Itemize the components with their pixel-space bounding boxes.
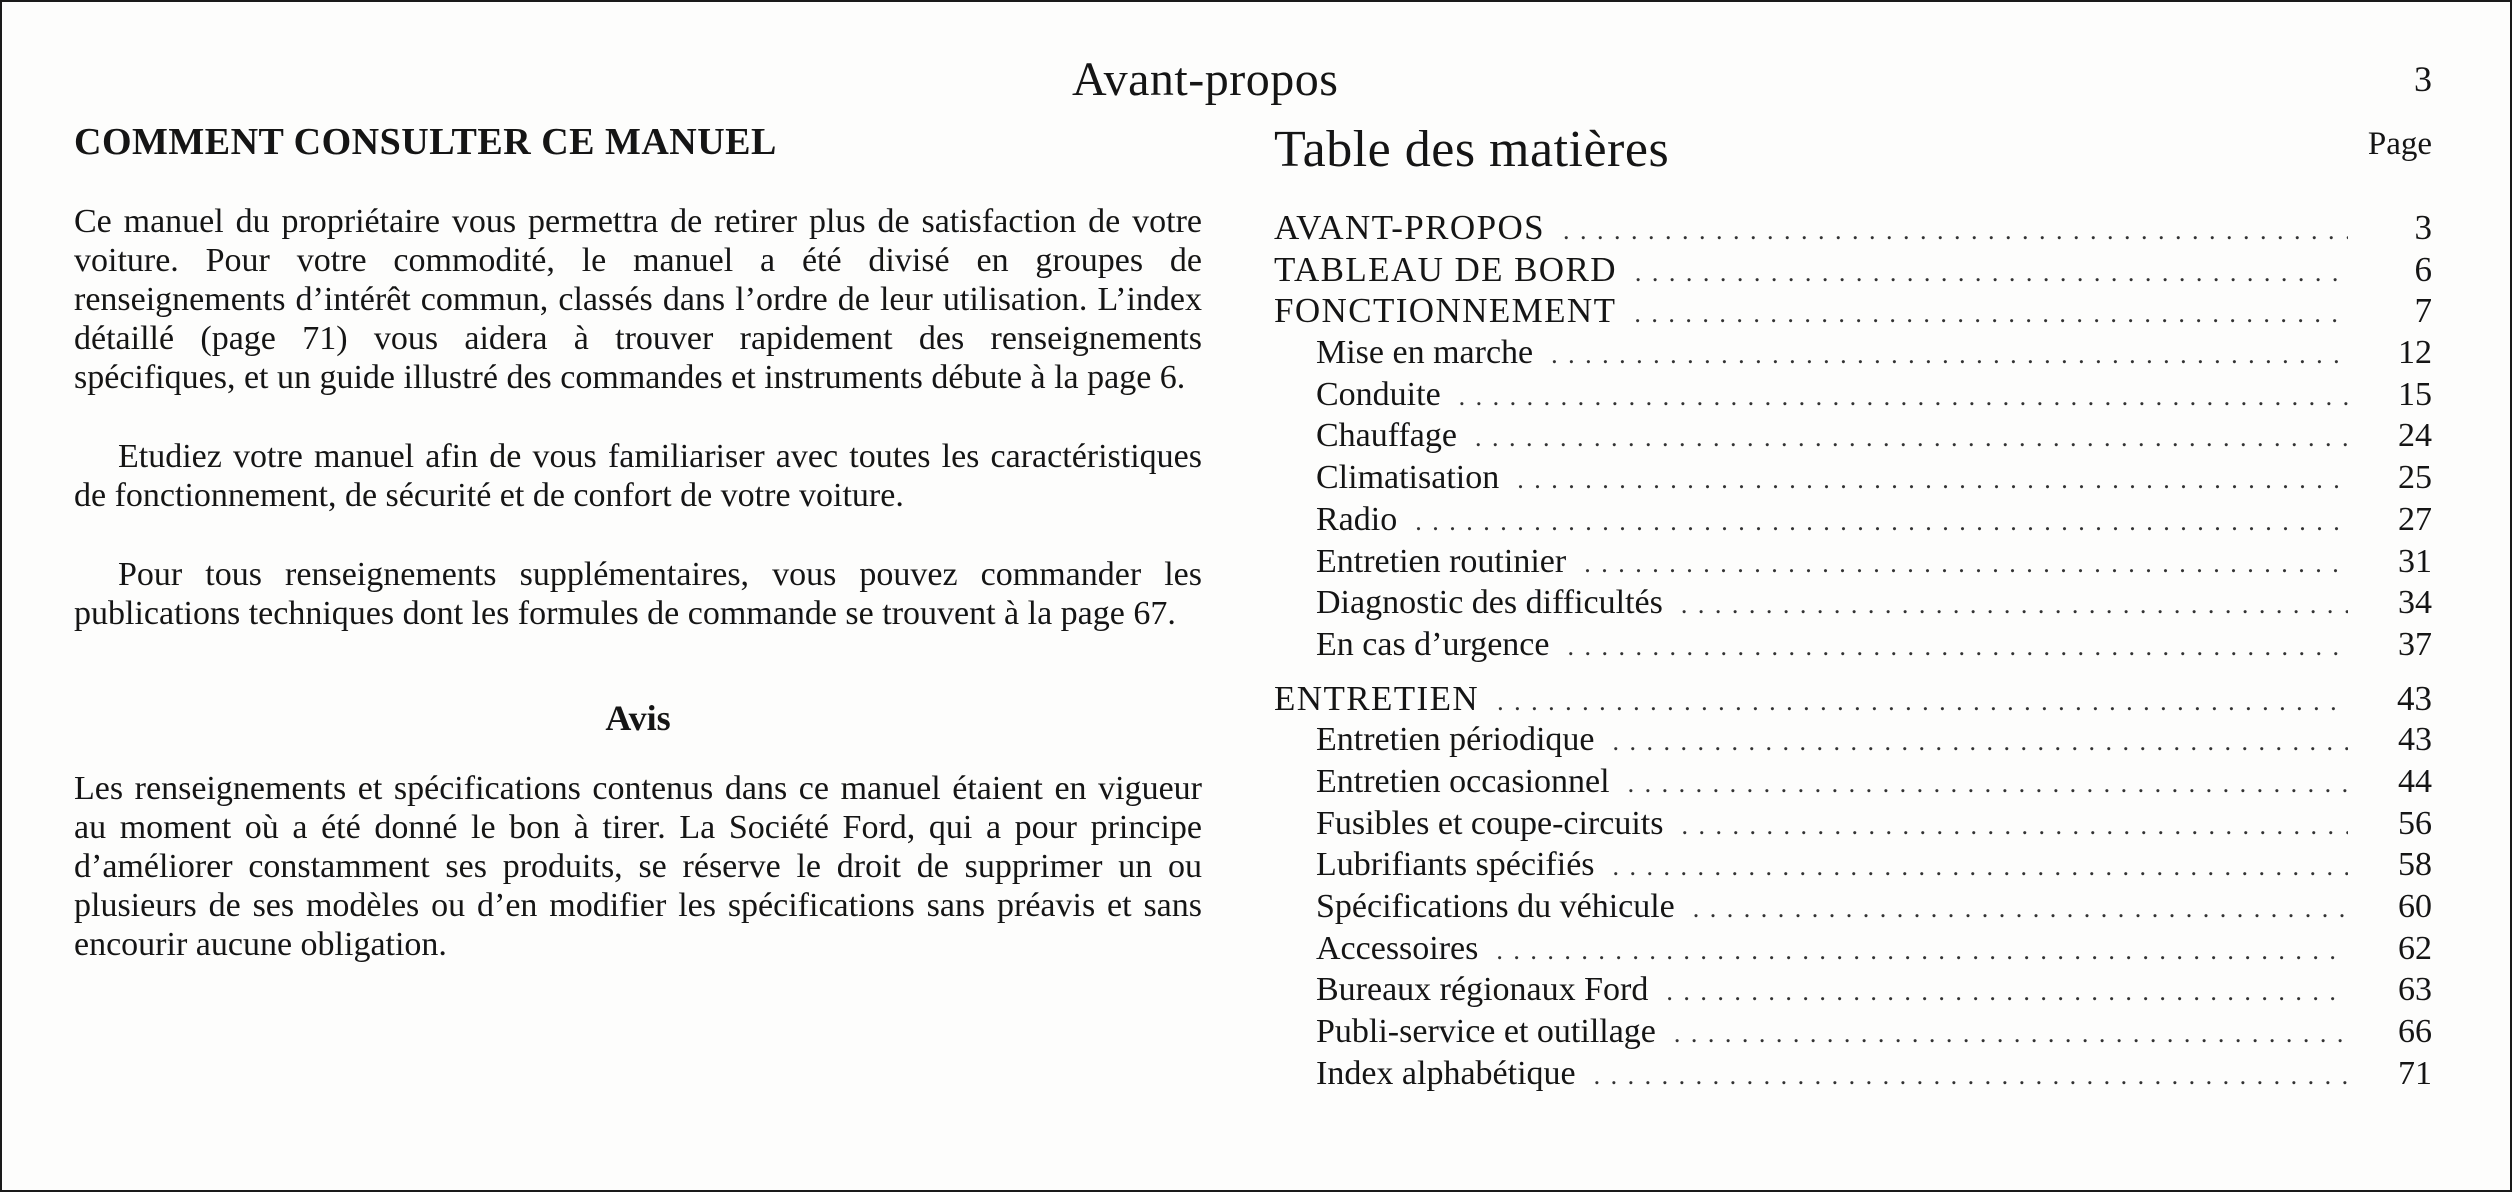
toc-leader-dots	[1415, 501, 2348, 543]
toc-entry-page: 31	[2398, 542, 2432, 580]
toc-leader-dots	[1674, 1013, 2348, 1055]
toc-leader-dots	[1666, 971, 2348, 1013]
toc-entry-label: Diagnostic des difficultés	[1316, 584, 1663, 622]
toc-leader-dots	[1563, 210, 2348, 252]
toc-leader-dots	[1628, 763, 2348, 805]
intro-paragraph: Ce manuel du propriétaire vous permettra de retirer plus de satisfaction de votre voiture. Pour votre commodité, le manuel a été divisé en groupes de renseignements d’intérêt commun, classés dans l’ordre de leur utilisation. L’index détaillé (page 71) vous aidera à trouver rapidement des renseignements spécifiques, et un guide illustré des commandes et instruments débute à la page 6.	[74, 203, 1202, 396]
toc-entry-label: Spécifications du véhicule	[1316, 888, 1675, 925]
toc-entry-page: 60	[2398, 888, 2432, 925]
toc-entry-urgence	[1274, 624, 2432, 666]
toc-entry-fusibles	[1274, 803, 2432, 845]
toc-entry-page: 44	[2398, 762, 2432, 800]
toc-entry-page: 7	[2414, 291, 2432, 331]
toc-entry-page: 58	[2398, 846, 2432, 884]
toc-entry-publi-service	[1274, 1011, 2432, 1053]
toc-entry-label: Entretien occasionnel	[1316, 762, 1610, 800]
toc-entry-label: Entretien routinier	[1316, 542, 1567, 580]
toc-entry-entretien	[1274, 678, 2432, 720]
toc-entry-page: 43	[2397, 678, 2432, 718]
toc-entry-mise-en-marche	[1274, 332, 2432, 374]
toc-entry-label: Index alphabétique	[1316, 1054, 1576, 1092]
toc-entry-page: 37	[2398, 625, 2432, 663]
toc-entry-lubrifiants	[1274, 844, 2432, 886]
toc-entry-chauffage	[1274, 415, 2432, 457]
toc-entry-page: 3	[2414, 208, 2432, 247]
toc-entry-label: Climatisation	[1316, 459, 1500, 497]
toc-leader-dots	[1517, 459, 2348, 501]
toc-entry-entretien-routinier	[1274, 541, 2432, 583]
toc-entry-label: Entretien périodique	[1316, 721, 1595, 759]
toc-entry-bureaux-regionaux	[1274, 969, 2432, 1011]
toc-entry-page: 63	[2398, 971, 2432, 1009]
toc-entry-tableau-de-bord	[1274, 249, 2432, 291]
toc-leader-dots	[1567, 626, 2348, 668]
avis-heading: Avis	[605, 698, 671, 738]
toc-entry-label: Radio	[1316, 500, 1398, 538]
page-title: Avant-propos	[1072, 53, 1339, 106]
toc-title: Table des matières	[1274, 121, 1670, 178]
toc-leader-dots	[1551, 334, 2348, 376]
toc-leader-dots	[1594, 1055, 2348, 1097]
toc-entry-entretien-occasionnel	[1274, 761, 2432, 803]
toc-leader-dots	[1496, 930, 2348, 972]
toc-entry-page: 6	[2414, 249, 2432, 289]
toc-entry-entretien-periodique	[1274, 719, 2432, 761]
toc-entry-page: 56	[2398, 804, 2432, 842]
toc-entry-radio	[1274, 499, 2432, 541]
toc-entry-page: 15	[2398, 375, 2432, 413]
toc-entry-index-alphabetique	[1274, 1053, 2432, 1095]
toc-entry-page: 71	[2398, 1054, 2432, 1092]
toc-entry-label: ENTRETIEN	[1274, 678, 1480, 718]
toc-leader-dots	[1635, 252, 2348, 294]
toc-leader-dots	[1584, 543, 2348, 585]
section-heading: COMMENT CONSULTER CE MANUEL	[74, 121, 777, 163]
toc-leader-dots	[1497, 681, 2348, 723]
toc-leader-dots	[1475, 417, 2348, 459]
toc-entry-label: En cas d’urgence	[1316, 625, 1550, 663]
toc-entry-page: 43	[2398, 721, 2432, 759]
toc-entry-label: Bureaux régionaux Ford	[1316, 971, 1649, 1009]
toc-leader-dots	[1681, 584, 2348, 626]
page-number: 3	[2414, 59, 2432, 99]
toc-entry-label: Publi-service et outillage	[1316, 1013, 1656, 1051]
toc-entry-label: TABLEAU DE BORD	[1274, 249, 1617, 289]
toc-leader-dots	[1634, 293, 2348, 335]
toc-leader-dots	[1613, 721, 2348, 763]
toc-page-heading: Page	[2367, 126, 2432, 162]
toc-entry-avant-propos	[1274, 207, 2432, 249]
toc-entry-page: 34	[2398, 584, 2432, 622]
study-paragraph: Etudiez votre manuel afin de vous familiariser avec toutes les caractéristiques de fonctionnement, de sécurité et de confort de votre voiture.	[74, 438, 1202, 514]
toc-leader-dots	[1693, 888, 2348, 930]
toc-entry-label: Accessoires	[1316, 929, 1479, 967]
toc-entry-fonctionnement	[1274, 290, 2432, 332]
toc-entry-page: 27	[2398, 500, 2432, 538]
toc-entry-diagnostic	[1274, 582, 2432, 624]
toc-entry-specifications	[1274, 886, 2432, 928]
toc-entry-conduite	[1274, 374, 2432, 416]
toc-leader-dots	[1613, 846, 2348, 888]
toc-entry-page: 12	[2398, 334, 2432, 372]
toc-entry-label: Mise en marche	[1316, 334, 1534, 372]
toc-entry-page: 66	[2398, 1013, 2432, 1051]
toc-entry-page: 25	[2398, 459, 2432, 497]
toc-entry-page: 24	[2398, 417, 2432, 455]
table-of-contents	[1274, 207, 2432, 1094]
toc-entry-page: 62	[2398, 929, 2432, 967]
left-column	[74, 120, 1202, 964]
toc-leader-dots	[1459, 376, 2348, 418]
toc-entry-climatisation	[1274, 457, 2432, 499]
toc-entry-label: Fusibles et coupe-circuits	[1316, 804, 1664, 842]
toc-entry-accessoires	[1274, 928, 2432, 970]
toc-entry-label: FONCTIONNEMENT	[1274, 291, 1617, 331]
avis-paragraph: Les renseignements et spécifications contenus dans ce manuel étaient en vigueur au moment où a été donné le bon à tirer. La Société Ford, qui a pour principe d’améliorer constamment ses produits, se réserve le droit de supprimer un ou plusieurs de ses modèles ou d’en modifier les spécifications sans préavis et sans encourir aucune obligation.	[74, 770, 1202, 963]
toc-entry-label: Chauffage	[1316, 417, 1457, 455]
toc-entry-label: Lubrifiants spécifiés	[1316, 846, 1595, 884]
toc-entry-label: Conduite	[1316, 375, 1441, 413]
publications-paragraph: Pour tous renseignements supplémentaires, vous pouvez commander les publications techniques dont les formules de commande se trouvent à la page 67.	[74, 556, 1202, 632]
toc-entry-label: AVANT-PROPOS	[1274, 208, 1545, 247]
toc-leader-dots	[1681, 805, 2348, 847]
